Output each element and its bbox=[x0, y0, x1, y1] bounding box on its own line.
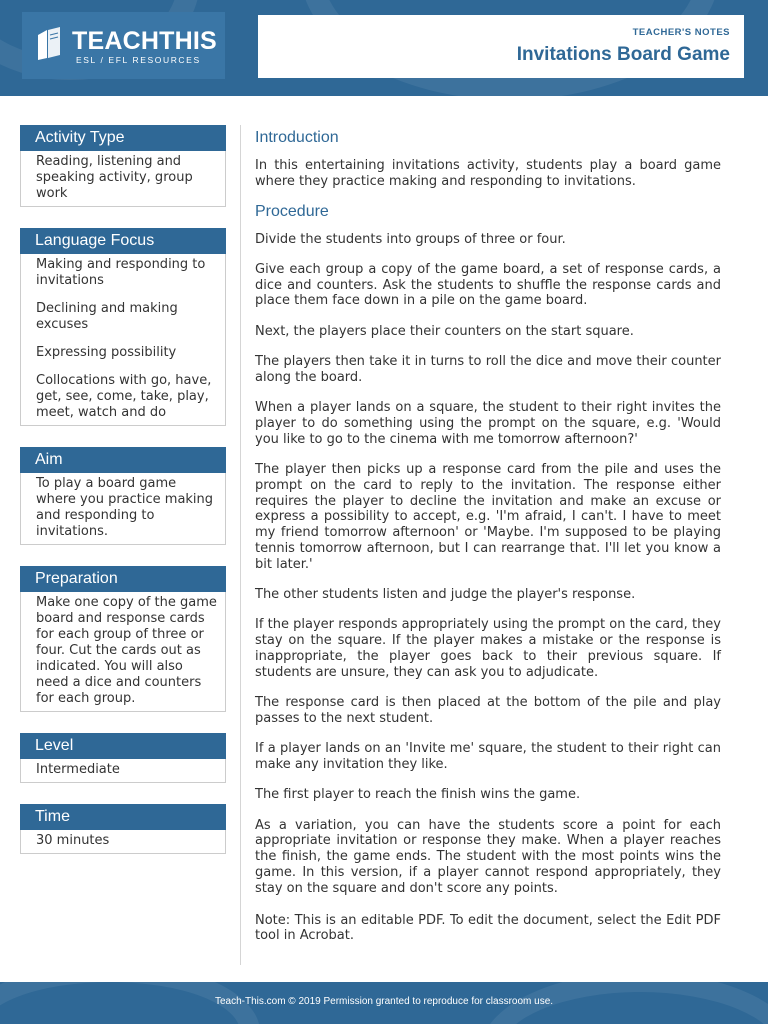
level-text: Intermediate bbox=[36, 762, 120, 777]
copyright-text: Teach-This.com © 2019 Permission granted to reproduce for classroom use. bbox=[214, 996, 554, 1007]
procedure-step: Give each group a copy of the game board, a set of response cards, a dice and counters. Ask the students to shuffle the response cards and place them face down in a pile on the game board. bbox=[255, 261, 721, 309]
procedure-heading: Procedure bbox=[255, 202, 329, 220]
procedure-step: The response card is then placed at the bottom of the pile and play passes to the next student. bbox=[255, 695, 721, 726]
section-heading: Aim bbox=[20, 447, 226, 473]
section-body bbox=[20, 473, 226, 545]
language-focus-item: Collocations with go, have, get, see, come, take, play, meet, watch and do bbox=[36, 373, 212, 420]
procedure-step: The players then take it in turns to roll the dice and move their counter along the board. bbox=[255, 354, 721, 385]
activity-type-text: Reading, listening and speaking activity, group work bbox=[36, 154, 193, 201]
section-heading: Activity Type bbox=[20, 125, 226, 151]
section-heading: Time bbox=[20, 804, 226, 830]
procedure-step: As a variation, you can have the students score a point for each appropriate invitation or response they make. When a player reaches the finish, the game ends. The student with the most points wins the game. In this version, if a player cannot respond appropriately, they stay on the square and don't score any points. bbox=[255, 817, 721, 896]
page-header bbox=[0, 0, 768, 96]
procedure-step: If a player lands on an 'Invite me' square, the student to their right can make any invitation they like. bbox=[255, 741, 721, 773]
introduction-text: In this entertaining invitations activity, students play a board game where they practice making and responding to invitations. bbox=[255, 158, 721, 189]
introduction-heading: Introduction bbox=[255, 129, 339, 146]
teachthis-logo[interactable] bbox=[22, 12, 225, 79]
time-section bbox=[20, 804, 226, 854]
section-heading: Level bbox=[20, 733, 226, 759]
activity-type-section bbox=[20, 125, 226, 207]
procedure-step: If the player responds appropriately using the prompt on the card, they stay on the square. If the player makes a mistake or the response is inappropriate, the player goes back to their previous square. If students are unsure, they can ask you to adjudicate. bbox=[255, 617, 721, 680]
language-focus-item: Declining and making excuses bbox=[36, 301, 178, 332]
language-focus-item: Making and responding to invitations bbox=[36, 257, 206, 288]
title-box bbox=[258, 15, 744, 78]
aim-text: To play a board game where you practice making and responding to invitations. bbox=[36, 476, 214, 539]
language-focus-section bbox=[20, 228, 226, 426]
section-body bbox=[20, 151, 226, 207]
sidebar bbox=[20, 125, 226, 854]
time-text: 30 minutes bbox=[36, 833, 110, 848]
preparation-section bbox=[20, 566, 226, 712]
notes-label: TEACHER'S NOTES bbox=[632, 27, 730, 38]
procedure-step: The player then picks up a response card from the pile and uses the prompt on the card to reply to the invitation. The response either requires the player to decline the invitation and make an excuse or express a possibility to accept, e.g. 'I'm afraid, I can't. I have to meet my friend tomorrow afternoon' or 'Maybe. I'm supposed to be playing tennis tomorrow afternoon, but I can rearrange that. I'll let you know a bit later.' bbox=[255, 462, 721, 572]
section-heading: Language Focus bbox=[20, 228, 226, 254]
aim-section bbox=[20, 447, 226, 545]
level-section bbox=[20, 733, 226, 783]
page-footer bbox=[0, 982, 768, 1024]
procedure-step: The other students listen and judge the player's response. bbox=[255, 587, 636, 603]
section-heading: Preparation bbox=[20, 566, 226, 592]
book-icon bbox=[36, 27, 64, 61]
page-title: Invitations Board Game bbox=[516, 44, 730, 65]
section-body bbox=[20, 830, 226, 854]
procedure-step: Divide the students into groups of three or four. bbox=[255, 231, 566, 247]
logo-name: TEACHTHIS bbox=[72, 27, 217, 55]
language-focus-item: Expressing possibility bbox=[36, 345, 177, 360]
editable-pdf-note: Note: This is an editable PDF. To edit the document, select the Edit PDF tool in Acrobat. bbox=[255, 912, 721, 944]
column-divider bbox=[240, 125, 241, 965]
section-body bbox=[20, 759, 226, 783]
procedure-step: Next, the players place their counters on the start square. bbox=[255, 323, 634, 339]
logo-tagline: ESL / EFL RESOURCES bbox=[76, 55, 201, 65]
section-body bbox=[20, 254, 226, 426]
section-body bbox=[20, 592, 226, 712]
procedure-step: When a player lands on a square, the student to their right invites the player to do something using the prompt on the square, e.g. 'Would you like to go to the cinema with me tomorrow afternoon?' bbox=[255, 400, 721, 447]
preparation-text: Make one copy of the game board and response cards for each group of three or four. Cut the cards out as indicated. You will also need a dice and counters for each group. bbox=[36, 595, 217, 706]
procedure-step: The first player to reach the finish wins the game. bbox=[255, 787, 581, 803]
main-content bbox=[255, 128, 721, 959]
